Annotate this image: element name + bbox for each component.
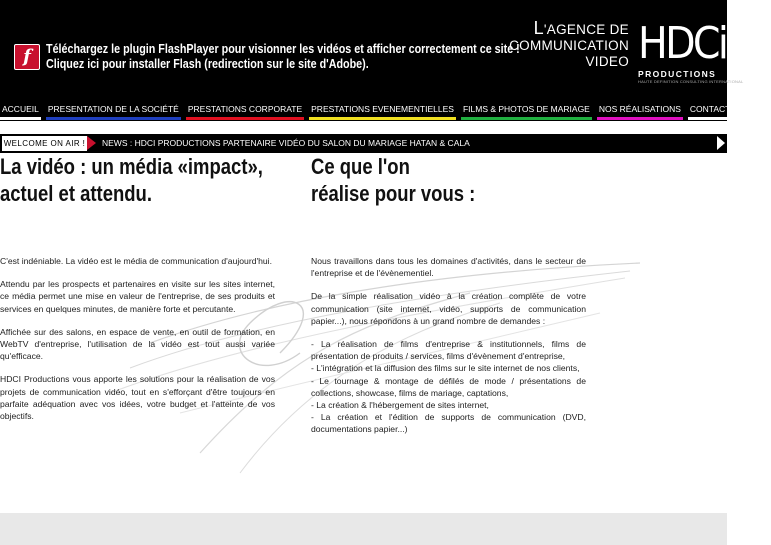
flash-notice-line1[interactable]: Téléchargez le plugin FlashPlayer pour visionner les vidéos et afficher correctement ce site ! [46, 42, 520, 56]
flash-notice-line2[interactable]: Cliquez ici pour installer Flash (redirection sur le site d'Adobe). [46, 57, 369, 71]
left-paragraph: Attendu par les prospects et partenaires en visite sur les sites internet, ce média permet une mise en valeur de l'entreprise, de ses produits et services en quelques minutes, de manière forte et percutante. [0, 279, 275, 314]
service-list-item: - La création & l'hébergement de sites internet, [311, 400, 489, 411]
left-title [0, 153, 263, 207]
nav-underline [186, 117, 304, 120]
agency-tagline [509, 20, 629, 70]
nav-underline [46, 117, 181, 120]
agency-tagline-line3: VIDEO [585, 54, 629, 69]
main-content [0, 153, 727, 513]
nav-item-contact[interactable]: CONTACTEZ-NOUS [688, 100, 771, 121]
ticker-news-text[interactable]: NEWS : HDCI PRODUCTIONS PARTENAIRE VIDÉO DU SALON DU MARIAGE HATAN & CALA [102, 138, 470, 148]
service-list-item: - Le tournage & montage de défilés de mode / présentations de collections, showcase, films de mariage, captations, [311, 375, 586, 398]
flash-notice-text[interactable] [46, 42, 520, 72]
agency-tagline-line1: L'AGENCE DE [533, 18, 629, 38]
nav-underline [309, 117, 456, 120]
nav-item-accueil[interactable]: ACCUEIL [0, 100, 41, 121]
agency-tagline-line2: COMMUNICATION [509, 38, 629, 53]
left-title-line1: La vidéo : un média «impact», [0, 154, 263, 179]
site-header [0, 0, 744, 100]
nav-underline [0, 117, 41, 120]
nav-item-realisations[interactable]: NOS RÉALISATIONS [597, 100, 683, 121]
nav-underline [461, 117, 592, 120]
logo-wordmark: HDCi [638, 18, 727, 69]
right-column [311, 153, 586, 435]
ticker-end-arrow-icon [717, 136, 725, 150]
nav-item-presentation[interactable]: PRESENTATION DE LA SOCIÉTÉ [46, 100, 181, 121]
service-list-item: - La réalisation de films d'entreprise & institutionnels, films de présentation de produits / services, films d'évènement d'entreprise, [311, 339, 586, 362]
left-paragraph: HDCI Productions vous apporte les solutions pour la réalisation de vos projets de communication vidéo, tout en s'efforçant d'être toujours en parfaite adéquation avec vos idées, votre budget et l'atteinte de vos objectifs. [0, 374, 275, 422]
service-list-item: - L'intégration et la diffusion des films sur le site internet de nos clients, [311, 363, 580, 374]
main-nav [0, 100, 769, 121]
left-paragraph: C'est indéniable. La vidéo est le média de communication d'aujourd'hui. [0, 256, 272, 266]
right-title-line1: Ce que l'on [311, 154, 410, 179]
logo-productions: PRODUCTIONS [638, 69, 717, 79]
service-list-item: - La création et l'édition de supports de communication (DVD, documentations papier...) [311, 412, 586, 435]
nav-item-evenementielles[interactable]: PRESTATIONS EVENEMENTIELLES [309, 100, 456, 121]
right-body [311, 255, 586, 436]
footer-bar [0, 513, 727, 545]
left-body [0, 255, 275, 433]
right-paragraph: Nous travaillons dans tous les domaines d'activités, dans le secteur de l'entreprise et de l'évènementiel. [311, 256, 586, 279]
ticker-label: WELCOME ON AIR ! [2, 136, 87, 151]
left-column [0, 153, 275, 422]
right-title [311, 153, 542, 207]
left-paragraph: Affichée sur des salons, en espace de vente, en outil de formation, en WebTV d'entreprise, l'utilisation de la vidéo est tout aussi variée qu'efficace. [0, 326, 275, 362]
nav-underline [688, 117, 771, 120]
flash-player-icon[interactable]: f [14, 44, 40, 70]
left-title-line2: actuel et attendu. [0, 181, 152, 206]
right-paragraph: De la simple réalisation vidéo à la création complète de votre communication (site internet, vidéo, supports de communication papier...), nous répondons à un grand nombre de demandes : [311, 291, 586, 326]
nav-underline [597, 117, 683, 120]
ticker-arrow-icon [87, 136, 96, 150]
logo-tagline: HAUTE DEFINITION CONSULTING INTERNATIONAL [638, 79, 744, 84]
news-ticker [0, 134, 727, 153]
nav-item-corporate[interactable]: PRESTATIONS CORPORATE [186, 100, 304, 121]
right-title-line2: réalise pour vous : [311, 181, 476, 206]
nav-item-mariage[interactable]: FILMS & PHOTOS DE MARIAGE [461, 100, 592, 121]
hdci-logo[interactable] [638, 18, 744, 90]
